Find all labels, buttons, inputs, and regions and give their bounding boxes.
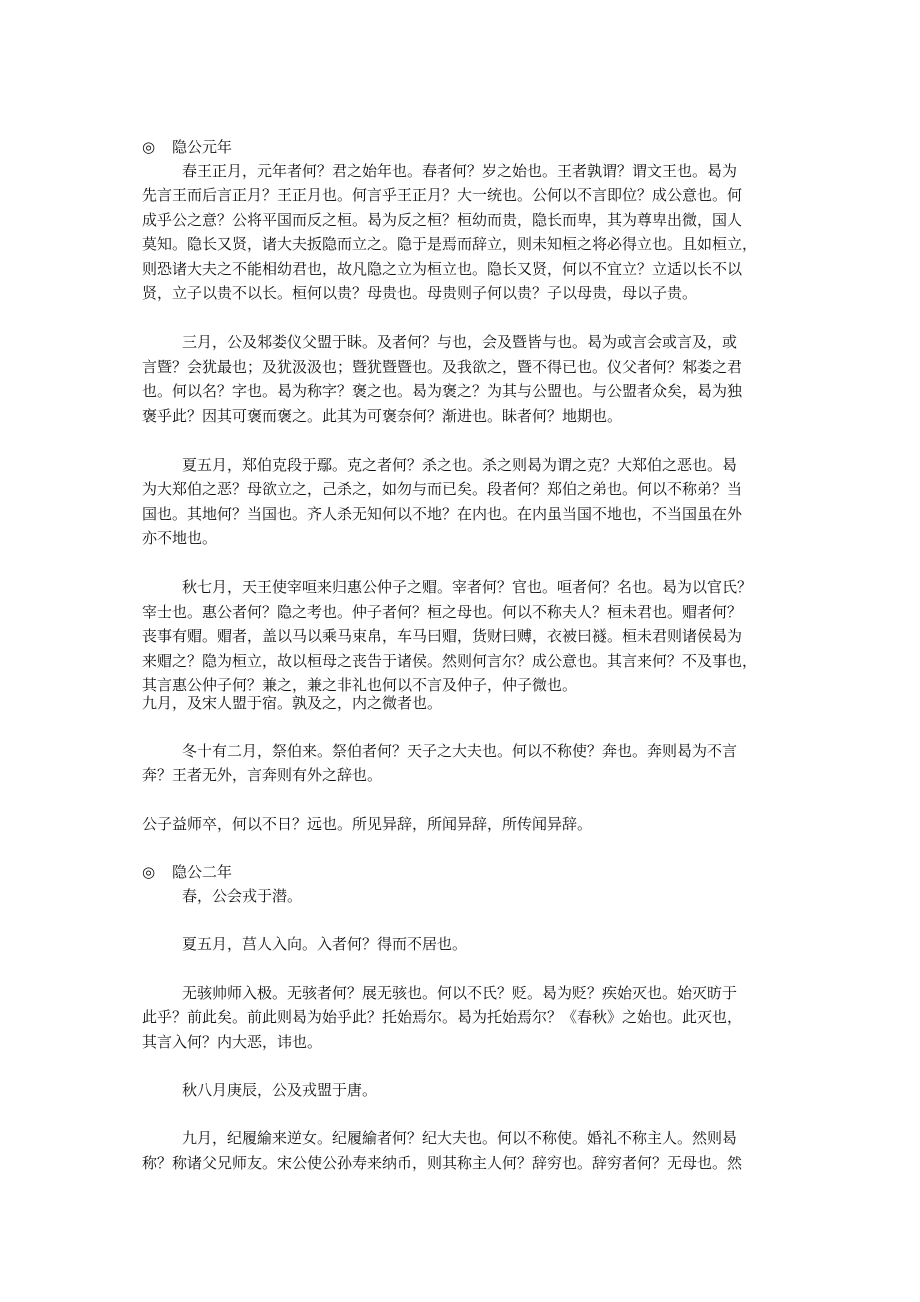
paragraph-line: 秋七月，天王使宰咺来归惠公仲子之赗。宰者何？官也。咺者何？名也。曷为以官氏？ (182, 578, 753, 596)
paragraph-line: 奔？王者无外，言奔则有外之辞也。 (142, 766, 383, 784)
paragraph-line: 九月，纪履緰来逆女。纪履緰者何？纪大夫也。何以不称使。婚礼不称主人。然则曷 (182, 1129, 738, 1147)
paragraph-line: 春王正月，元年者何？君之始年也。春者何？岁之始也。王者孰谓？谓文王也。曷为 (182, 162, 738, 180)
paragraph-line: 春，公会戎于潜。 (182, 887, 303, 905)
paragraph-line: 来赗之？隐为桓立，故以桓母之丧告于诸侯。然则何言尔？成公意也。其言来何？不及事也， (142, 652, 758, 670)
paragraph-line: 夏五月，莒人入向。入者何？得而不居也。 (182, 935, 468, 953)
paragraph-line: 九月，及宋人盟于宿。孰及之，内之微者也。 (142, 694, 443, 712)
paragraph-line: 也。何以名？字也。曷为称字？褒之也。曷为褒之？为其与公盟也。与公盟者众矣，曷为独 (142, 382, 743, 400)
paragraph-line: 秋八月庚辰，公及戎盟于唐。 (182, 1081, 378, 1099)
paragraph-line: 先言王而后言正月？王正月也。何言乎王正月？大一统也。公何以不言即位？成公意也。何 (142, 186, 743, 204)
paragraph-line: 则恐诸大夫之不能相幼君也，故凡隐之立为桓立也。隐长又贤，何以不宜立？立适以长不以 (142, 260, 743, 278)
paragraph-line: 贤，立子以贵不以长。桓何以贵？母贵也。母贵则子何以贵？子以母贵，母以子贵。 (142, 284, 698, 302)
paragraph-line: 冬十有二月，祭伯来。祭伯者何？天子之大夫也。何以不称使？奔也。奔则曷为不言 (182, 742, 738, 760)
section-title: 隐公元年 (172, 138, 233, 156)
section-heading-yin-1 (142, 135, 232, 159)
paragraph-line: 褒乎此？因其可褒而褒之。此其为可褒奈何？渐进也。眛者何？地期也。 (142, 407, 623, 425)
section-heading-yin-2 (142, 860, 232, 884)
paragraph-line: 言暨？会犹最也；及犹汲汲也；暨犹暨暨也。及我欲之，暨不得已也。仪父者何？邾娄之君 (142, 358, 743, 376)
paragraph-line: 丧事有赗。赗者，盖以马以乘马束帛，车马曰赗，货财曰赙，衣被曰襚。桓未君则诸侯曷为 (142, 627, 743, 645)
paragraph-line: 宰士也。惠公者何？隐之考也。仲子者何？桓之母也。何以不称夫人？桓未君也。赗者何？ (142, 603, 743, 621)
paragraph-line: 其言惠公仲子何？兼之，兼之非礼也何以不言及仲子，仲子微也。 (142, 676, 578, 694)
paragraph-line: 国也。其地何？当国也。齐人杀无知何以不地？在内也。在内虽当国不地也，不当国虽在外 (142, 505, 743, 523)
paragraph-line: 此乎？前此矣。前此则曷为始乎此？托始焉尔。曷为托始焉尔？《春秋》之始也。此灭也， (142, 1008, 743, 1026)
paragraph-line: 其言入何？内大恶，讳也。 (142, 1033, 323, 1051)
paragraph-line: 莫知。隐长又贤，诸大夫扳隐而立之。隐于是焉而辞立，则未知桓之将必得立也。且如桓立， (142, 235, 758, 253)
paragraph-line: 三月，公及邾娄仪父盟于眛。及者何？与也，会及暨皆与也。曷为或言会或言及，或 (182, 333, 738, 351)
paragraph-line: 称？称诸父兄师友。宋公使公孙寿来纳币，则其称主人何？辞穷也。辞穷者何？无母也。然 (142, 1154, 743, 1172)
paragraph-line: 亦不地也。 (142, 529, 218, 547)
bullseye-icon: ◎ (142, 863, 156, 881)
paragraph-line: 公子益师卒，何以不日？远也。所见异辞，所闻异辞，所传闻异辞。 (142, 815, 593, 833)
section-title: 隐公二年 (172, 863, 233, 881)
paragraph-line: 为大郑伯之恶？母欲立之，己杀之，如勿与而已矣。段者何？郑伯之弟也。何以不称弟？当 (142, 480, 743, 498)
bullseye-icon: ◎ (142, 138, 156, 156)
paragraph-line: 无骇帅师入极。无骇者何？展无骇也。何以不氏？贬。曷为贬？疾始灭也。始灭昉于 (182, 984, 738, 1002)
paragraph-line: 夏五月，郑伯克段于鄢。克之者何？杀之也。杀之则曷为谓之克？大郑伯之恶也。曷 (182, 456, 738, 474)
paragraph-line: 成乎公之意？公将平国而反之桓。曷为反之桓？桓幼而贵，隐长而卑，其为尊卑出微，国人 (142, 211, 743, 229)
